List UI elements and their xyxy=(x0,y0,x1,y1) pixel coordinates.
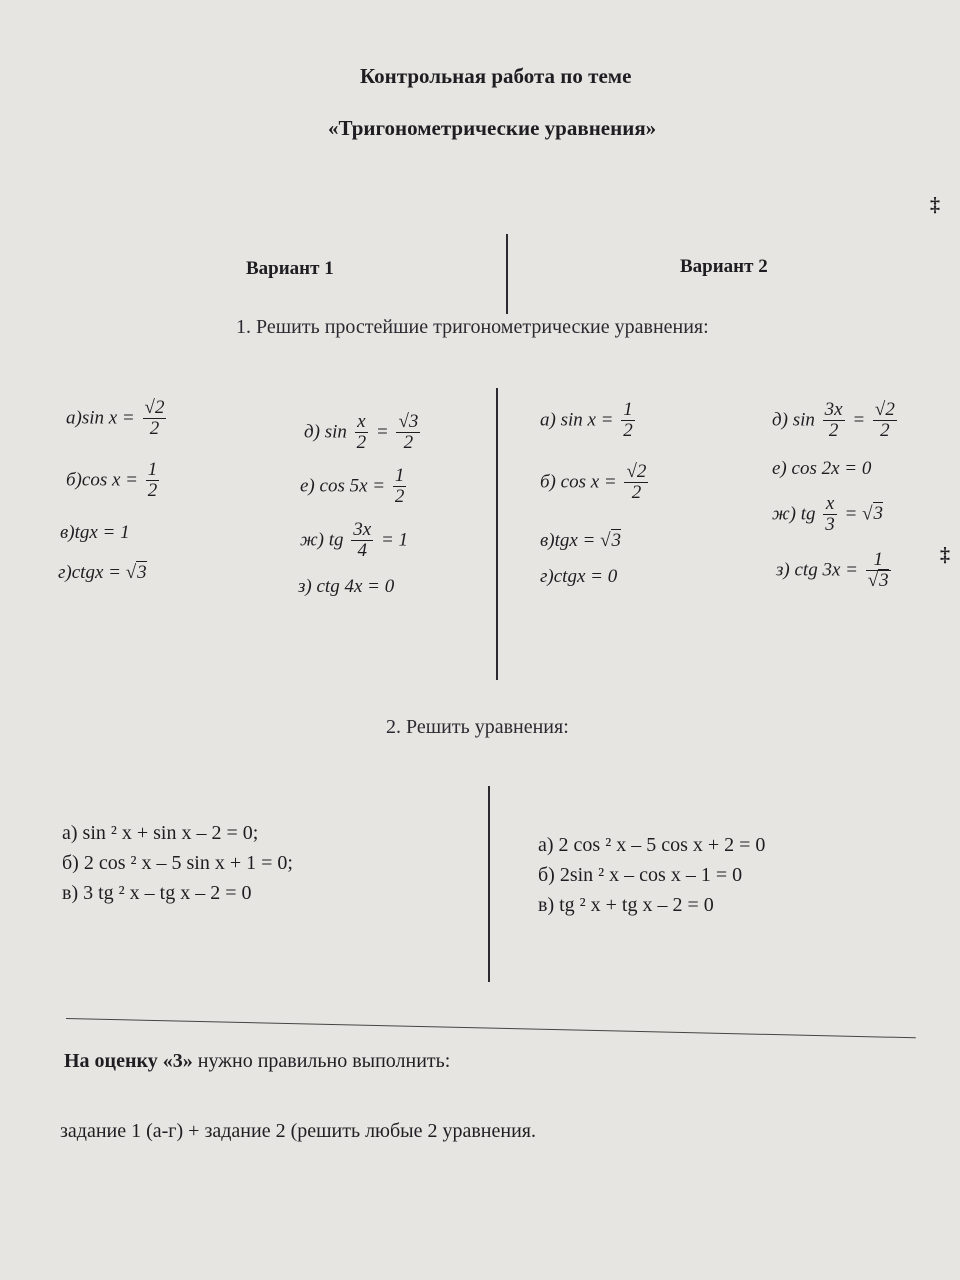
v2-eq-d: г)ctgx = 0 xyxy=(540,566,618,587)
v1-eq-b: б)cos x = $\frac{1}{2}$ xyxy=(66,459,158,501)
v2-eq-c: в)tgx = √3 xyxy=(540,530,622,551)
v2-eq-a: а) sin x = $\frac{1}{2}$ xyxy=(540,399,633,441)
title-line-1: Контрольная работа по теме xyxy=(360,64,632,88)
v1-task2-b: б) 2 cos ² x – 5 sin x + 1 = 0; xyxy=(62,852,293,874)
variant-2-heading: Вариант 2 xyxy=(680,256,768,277)
v2-task2-b: б) 2sin ² x – cos x – 1 = 0 xyxy=(538,864,743,886)
v2-eq-b: б) cos x = $\frac{√2}{2}$ xyxy=(540,461,647,503)
variant-1-heading: Вариант 1 xyxy=(246,258,334,279)
task-2-label: 2. Решить уравнения: xyxy=(386,716,569,738)
v2-eq-h: з) ctg 3x = $\frac{1}{√3}$ xyxy=(776,549,889,591)
v2-task2-c: в) tg ² x + tg x – 2 = 0 xyxy=(538,894,714,916)
margin-mark-middle: ‡ xyxy=(940,544,950,566)
margin-mark-top: ‡ xyxy=(930,194,940,216)
v1-eq-g: ж) tg $\frac{3x}{4}$ = 1 xyxy=(300,519,409,561)
task-1-divider xyxy=(496,388,498,680)
header-divider xyxy=(506,234,508,314)
grading-line-2: задание 1 (а-г) + задание 2 (решить любые 2 уравнения. xyxy=(60,1120,536,1142)
title-line-2: «Тригонометрические уравнения» xyxy=(328,116,657,140)
grading-separator xyxy=(66,1018,916,1038)
v2-task2-a: а) 2 cos ² x – 5 cos x + 2 = 0 xyxy=(538,834,766,856)
v1-eq-a: а)sin x = $\frac{√2}{2}$ xyxy=(66,397,165,439)
grading-line-1: На оценку «3» нужно правильно выполнить: xyxy=(64,1050,451,1072)
v1-eq-e: д) sin $\frac{x}{2}$ = $\frac{√3}{2}$ xyxy=(304,411,419,453)
v1-task2-c: в) 3 tg ² x – tg x – 2 = 0 xyxy=(62,882,252,904)
v1-eq-c: в)tgx = 1 xyxy=(60,522,130,543)
task-1-label: 1. Решить простейшие тригонометрические уравнения: xyxy=(236,316,709,338)
v1-eq-f: е) cos 5x = $\frac{1}{2}$ xyxy=(300,465,405,507)
v1-eq-d: г)ctgx = √3 xyxy=(58,562,147,583)
v2-eq-e: д) sin $\frac{3x}{2}$ = $\frac{√2}{2}$ xyxy=(772,399,895,441)
task-2-divider xyxy=(488,786,490,982)
v2-eq-f: е) cos 2x = 0 xyxy=(772,458,872,479)
v1-task2-a: а) sin ² x + sin x – 2 = 0; xyxy=(62,822,259,844)
v2-eq-g: ж) tg $\frac{x}{3}$ = √3 xyxy=(772,493,884,535)
v1-eq-h: з) ctg 4x = 0 xyxy=(298,576,395,597)
